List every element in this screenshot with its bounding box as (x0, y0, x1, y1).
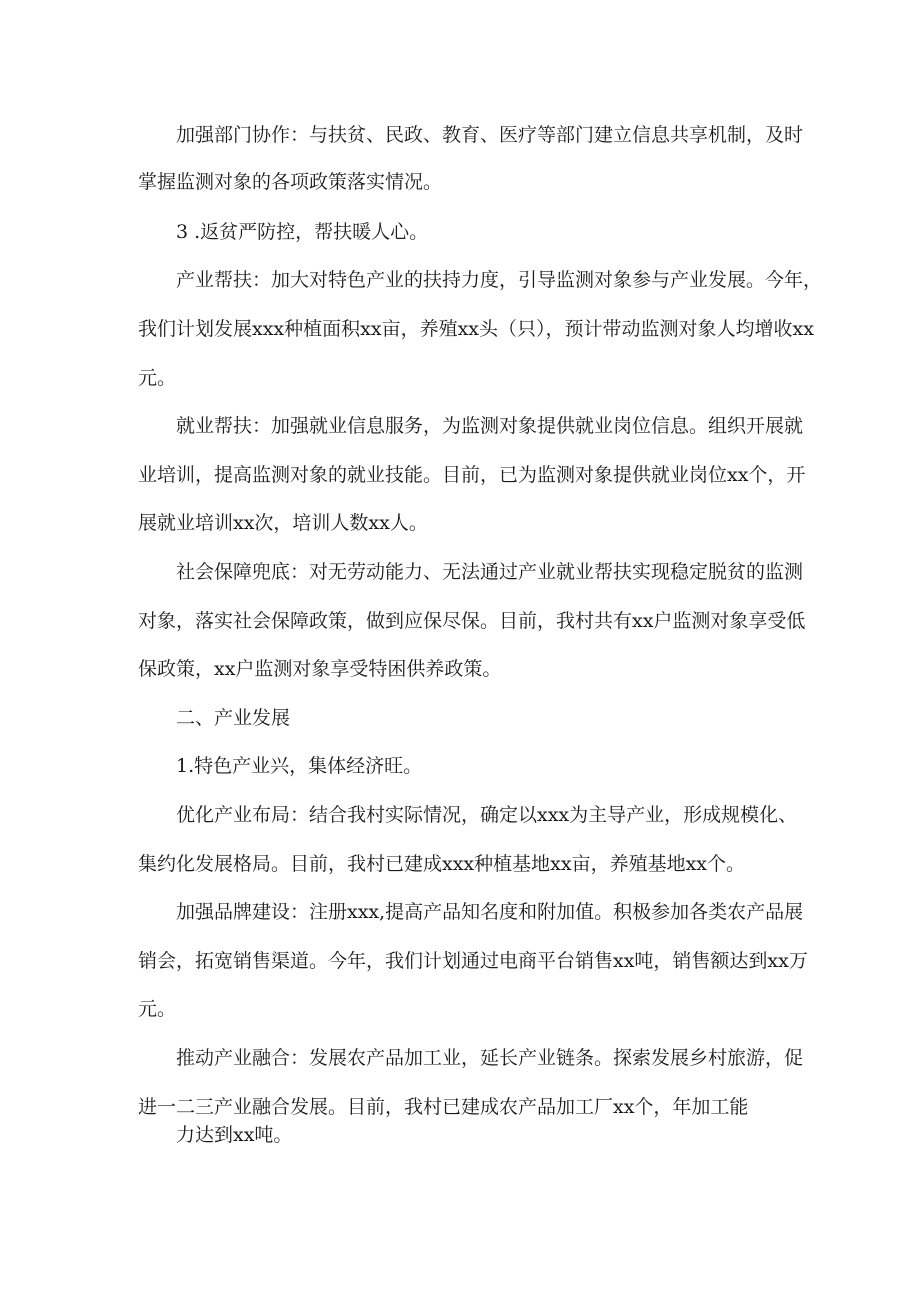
paragraph-line: 展就业培训xx次，培训人数xx人。 (138, 512, 428, 534)
paragraph-line: 元。 (138, 998, 177, 1020)
paragraph-line: 元。 (138, 367, 177, 389)
paragraph-line: 集约化发展格局。目前，我村已建成xxx种植基地xx亩，养殖基地xx个。 (138, 853, 746, 875)
paragraph-line: 力达到xx吨。 (176, 1124, 293, 1146)
paragraph-line: 就业帮扶：加强就业信息服务，为监测对象提供就业岗位信息。组织开展就 (176, 415, 804, 437)
paragraph-line: 销会，拓宽销售渠道。今年，我们计划通过电商平台销售xx吨，销售额达到xx万 (138, 950, 808, 972)
paragraph-line: 业培训，提高监测对象的就业技能。目前，已为监测对象提供就业岗位xx个，开 (138, 464, 806, 486)
paragraph-line: 推动产业融合：发展农产品加工业，延长产业链条。探索发展乡村旅游，促 (176, 1047, 804, 1069)
paragraph-line: 产业帮扶：加大对特色产业的扶持力度，引导监测对象参与产业发展。今年， (176, 269, 823, 291)
section-heading: 3 .返贫严防控，帮扶暖人心。 (176, 221, 429, 243)
paragraph-line: 优化产业布局：结合我村实际情况，确定以xxx为主导产业，形成规模化、 (176, 804, 798, 826)
paragraph-line: 加强部门协作：与扶贫、民政、教育、医疗等部门建立信息共享机制，及时 (176, 124, 804, 146)
paragraph-line: 社会保障兜底：对无劳动能力、无法通过产业就业帮扶实现稳定脱贫的监测 (176, 561, 804, 583)
paragraph-line: 保政策，xx户监测对象享受特困供养政策。 (138, 658, 502, 680)
paragraph-line: 对象，落实社会保障政策，做到应保尽保。目前，我村共有xx户监测对象享受低 (138, 610, 806, 632)
paragraph-line: 掌握监测对象的各项政策落实情况。 (138, 171, 443, 193)
paragraph-line: 加强品牌建设：注册xxx,提高产品知名度和附加值。积极参加各类农产品展 (176, 901, 804, 923)
subsection-heading: 1.特色产业兴，集体经济旺。 (176, 755, 423, 777)
paragraph-line: 我们计划发展xxx种植面积xx亩，养殖xx头（只），预计带动监测对象人均增收xx (138, 318, 814, 340)
paragraph-line: 进一二三产业融合发展。目前，我村已建成农产品加工厂xx个，年加工能 (138, 1096, 749, 1118)
section-heading: 二、产业发展 (176, 707, 291, 729)
